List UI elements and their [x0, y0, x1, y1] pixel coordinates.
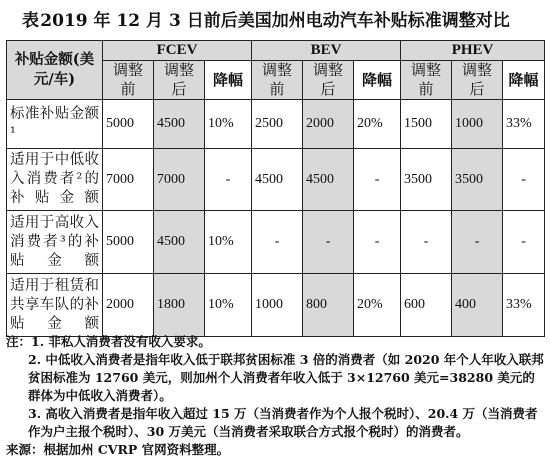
row-label: 适用于高收入消费者³的补贴金额 — [7, 211, 103, 274]
table-title-text: 2019 年 12 月 3 日前后美国加州电动汽车补贴标准调整对比 — [40, 11, 510, 31]
table-notes — [6, 333, 546, 459]
table-cell: 7000 — [103, 149, 154, 211]
subsidy-table — [6, 40, 545, 337]
table-row — [7, 274, 545, 337]
sub-header-before: 调整前 — [401, 61, 452, 100]
table-cell: - — [503, 149, 545, 211]
table-label: 表 — [22, 11, 39, 31]
sub-header-decline: 降幅 — [354, 61, 401, 100]
table-row — [7, 149, 545, 211]
group-header-bev: BEV — [252, 41, 401, 61]
sub-header-after: 调整后 — [452, 61, 503, 100]
note-2: 2. 中低收入消费者是指年收入低于联邦贫困标准 3 倍的消费者（如 2020 年个人年收入联邦贫困标准为 12760 美元，则加州个人消费者年收入低于 3×12760 美元=38280 美元的群体为中低收入消费者）。 — [28, 352, 544, 403]
table-cell: 5000 — [103, 211, 154, 274]
table-cell: - — [252, 211, 303, 274]
table-cell: 2000 — [303, 100, 354, 149]
table-cell: - — [354, 149, 401, 211]
sub-header-decline: 降幅 — [503, 61, 545, 100]
row-label: 适用于中低收入消费者²的补贴金额 — [7, 149, 103, 211]
table-cell: 33% — [503, 100, 545, 149]
table-cell: 4500 — [303, 149, 354, 211]
sub-header-after: 调整后 — [154, 61, 205, 100]
table-cell: 10% — [205, 100, 252, 149]
corner-header: 补贴金额(美元/车) — [7, 41, 103, 100]
table-cell: 2500 — [252, 100, 303, 149]
row-label: 适用于租赁和共享车队的补贴金额 — [7, 274, 103, 337]
table-cell: - — [503, 211, 545, 274]
table-cell: 7000 — [154, 149, 205, 211]
table-cell: 4500 — [154, 100, 205, 149]
table-cell: 20% — [354, 274, 401, 337]
table-title — [0, 6, 550, 31]
sub-header-decline: 降幅 — [205, 61, 252, 100]
table-cell: 20% — [354, 100, 401, 149]
table-cell: 1800 — [154, 274, 205, 337]
table-cell: 2000 — [103, 274, 154, 337]
sub-header-before: 调整前 — [252, 61, 303, 100]
row-label: 标准补贴金额¹ — [7, 100, 103, 149]
table-cell: 3500 — [401, 149, 452, 211]
table-cell: - — [205, 149, 252, 211]
table-cell: 800 — [303, 274, 354, 337]
table-cell: 4500 — [154, 211, 205, 274]
table-cell: 400 — [452, 274, 503, 337]
table-row — [7, 100, 545, 149]
table-cell: - — [401, 211, 452, 274]
note-1: 注：1. 非私人消费者没有收入要求。 — [6, 334, 211, 349]
source-note: 来源：根据加州 CVRP 官网资料整理。 — [6, 442, 230, 457]
table-cell: 10% — [205, 274, 252, 337]
table-cell: - — [354, 211, 401, 274]
group-header-phev: PHEV — [401, 41, 545, 61]
table-row — [7, 211, 545, 274]
table-cell: 4500 — [252, 149, 303, 211]
sub-header-after: 调整后 — [303, 61, 354, 100]
table-cell: - — [303, 211, 354, 274]
table-cell: 1000 — [252, 274, 303, 337]
group-header-fcev: FCEV — [103, 41, 252, 61]
table-cell: 33% — [503, 274, 545, 337]
table-cell: 10% — [205, 211, 252, 274]
table-cell: - — [452, 211, 503, 274]
table-cell: 1500 — [401, 100, 452, 149]
note-3: 3. 高收入消费者是指年收入超过 15 万（当消费者作为个人报个税时）、20.4 万（当消费者作为户主报个税时）、30 万美元（当消费者采取联合方式报个税时）的消费者。 — [28, 406, 538, 439]
table-cell: 3500 — [452, 149, 503, 211]
sub-header-before: 调整前 — [103, 61, 154, 100]
table-cell: 600 — [401, 274, 452, 337]
table-cell: 1000 — [452, 100, 503, 149]
table-cell: 5000 — [103, 100, 154, 149]
